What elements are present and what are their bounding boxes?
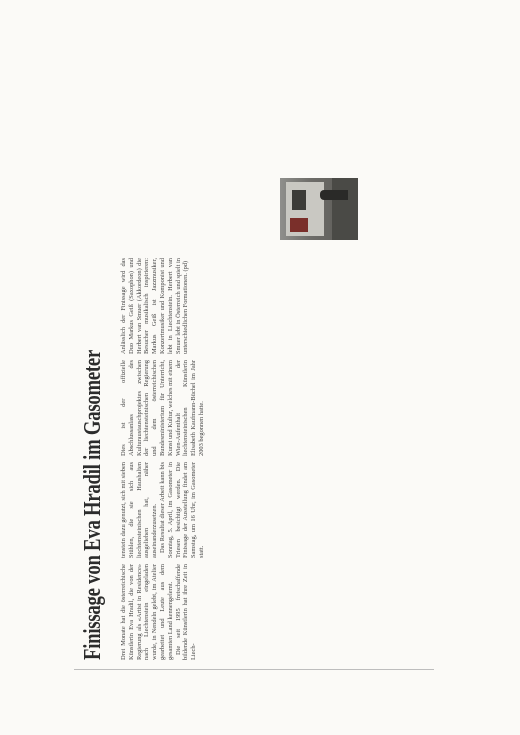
article-column-3 [120,354,206,456]
article-headline: Finissage von Eva Hradil im Gasometer [80,349,106,660]
exhibition-photo [280,178,358,240]
paragraph: Das Resultat dieser Arbeit kann bis Sonntag, 5. April, im Gasometer in Triesen besichtigt werden. Die Finissage der Ausstellung findet am Samstag, um 16 Uhr, im Gasometer statt. [158,462,205,558]
paragraph: Drei Monate hat die österreichische Künstlerin Eva Hradil, die von der Regierung als «Artist in Residence» nach Liechtenstein eingeladen wurde, in Nendeln gelebt, im Atelier gearbeitet und Leute aus dem gesamten Land kennengelernt. [120,564,174,660]
newspaper-clipping [80,180,430,660]
article-body [120,252,206,660]
article-column-4 [120,252,206,354]
paragraph: tenstein dazu genutzt, sich mit sieben Stühlen, die sie sich aus liechtensteinischen Haushalten ausgeliehen hat, näher auseinanderzusetzen. [120,462,159,558]
paragraph: Anlässlich der Finissage wird das Duo Markus Geiß (Saxophon) und Herbert van Smuer (Akkordeon) die Besucher musikalisch inspirieren: Markus Geiß ist Jazzmusiker, Konzertmusiker und Komponist und lebt in Liechtenstein. Herbert van Smuer lebt in Österreich und spielt in unterschiedlichen Formationen. (pd) [120,258,190,354]
article-column-2 [120,456,206,558]
article-column-1 [120,558,206,660]
paragraph: Die seit 1995 freischaffende bildende Künstlerin hat ihre Zeit in Liech- [174,564,198,660]
paragraph: Dies ist der offizielle Abschlussanlass des Kulturaustauschprojektes zwischen der liechtensteinischen Regierung und dem österreichischen Bundesministerium für Unterricht, Kunst und Kultur, welches mit einem Wien-Aufenthalt der liechtensteinischen Künstlerin Elisabeth Kaufmann-Büchel im Jahr 2003 begonnen hatte. [120,360,205,456]
